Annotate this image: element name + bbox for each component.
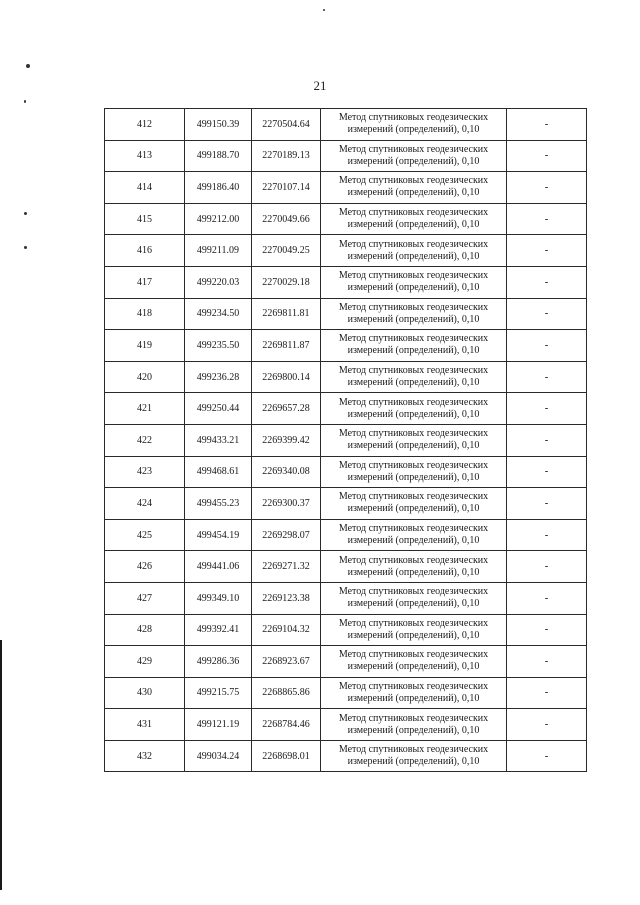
- method-text-line: измерений (определений), 0,10: [347, 724, 480, 736]
- method-text-line: Метод спутниковых геодезических: [338, 649, 489, 661]
- method-text-line: Метод спутниковых геодезических: [338, 617, 489, 629]
- method-text-line: измерений (определений), 0,10: [347, 187, 480, 199]
- table-row: [105, 140, 587, 172]
- point-number-cell: 422: [105, 424, 185, 456]
- dash-cell: -: [507, 330, 587, 362]
- table-row: [105, 709, 587, 741]
- method-cell: [321, 203, 507, 235]
- method-cell: [321, 393, 507, 425]
- scan-speck: [26, 64, 30, 68]
- table-row: [105, 172, 587, 204]
- method-cell: [321, 740, 507, 772]
- method-cell: [321, 709, 507, 741]
- method-text-line: Метод спутниковых геодезических: [338, 491, 489, 503]
- y-coordinate-cell: 2270107.14: [252, 172, 321, 204]
- method-text-line: измерений (определений), 0,10: [347, 440, 480, 452]
- dash-cell: -: [507, 551, 587, 583]
- x-coordinate-cell: 499034.24: [185, 740, 252, 772]
- table-row: [105, 740, 587, 772]
- point-number-cell: 416: [105, 235, 185, 267]
- y-coordinate-cell: 2269123.38: [252, 582, 321, 614]
- method-cell: [321, 456, 507, 488]
- method-text-line: измерений (определений), 0,10: [347, 471, 480, 483]
- y-coordinate-cell: 2269800.14: [252, 361, 321, 393]
- dash-cell: -: [507, 266, 587, 298]
- point-number-cell: 424: [105, 488, 185, 520]
- table-row: [105, 330, 587, 362]
- point-number-cell: 421: [105, 393, 185, 425]
- method-text-line: измерений (определений), 0,10: [347, 566, 480, 578]
- y-coordinate-cell: 2269340.08: [252, 456, 321, 488]
- method-text-line: измерений (определений), 0,10: [347, 629, 480, 641]
- point-number-cell: 413: [105, 140, 185, 172]
- method-text-line: Метод спутниковых геодезических: [338, 207, 489, 219]
- dash-cell: -: [507, 424, 587, 456]
- table-row: [105, 614, 587, 646]
- y-coordinate-cell: 2269298.07: [252, 519, 321, 551]
- x-coordinate-cell: 499212.00: [185, 203, 252, 235]
- dash-cell: -: [507, 488, 587, 520]
- method-text-line: Метод спутниковых геодезических: [338, 680, 489, 692]
- table-row: [105, 424, 587, 456]
- x-coordinate-cell: 499286.36: [185, 646, 252, 678]
- method-text-line: измерений (определений), 0,10: [347, 692, 480, 704]
- x-coordinate-cell: 499441.06: [185, 551, 252, 583]
- table-row: [105, 393, 587, 425]
- dash-cell: -: [507, 140, 587, 172]
- method-cell: [321, 677, 507, 709]
- x-coordinate-cell: 499215.75: [185, 677, 252, 709]
- y-coordinate-cell: 2268923.67: [252, 646, 321, 678]
- method-text-line: измерений (определений), 0,10: [347, 313, 480, 325]
- x-coordinate-cell: 499250.44: [185, 393, 252, 425]
- table-body: [105, 109, 587, 772]
- dash-cell: -: [507, 109, 587, 141]
- point-number-cell: 415: [105, 203, 185, 235]
- method-cell: [321, 298, 507, 330]
- point-number-cell: 425: [105, 519, 185, 551]
- method-text-line: Метод спутниковых геодезических: [338, 143, 489, 155]
- table-row: [105, 361, 587, 393]
- method-text-line: измерений (определений), 0,10: [347, 155, 480, 167]
- dash-cell: -: [507, 298, 587, 330]
- point-number-cell: 428: [105, 614, 185, 646]
- dash-cell: -: [507, 393, 587, 425]
- x-coordinate-cell: 499349.10: [185, 582, 252, 614]
- table-row: [105, 266, 587, 298]
- point-number-cell: 429: [105, 646, 185, 678]
- x-coordinate-cell: 499236.28: [185, 361, 252, 393]
- y-coordinate-cell: 2270504.64: [252, 109, 321, 141]
- point-number-cell: 412: [105, 109, 185, 141]
- y-coordinate-cell: 2269399.42: [252, 424, 321, 456]
- method-text-line: Метод спутниковых геодезических: [338, 554, 489, 566]
- method-text-line: измерений (определений), 0,10: [347, 661, 480, 673]
- method-cell: [321, 488, 507, 520]
- dash-cell: -: [507, 646, 587, 678]
- point-number-cell: 417: [105, 266, 185, 298]
- x-coordinate-cell: 499454.19: [185, 519, 252, 551]
- y-coordinate-cell: 2269300.37: [252, 488, 321, 520]
- x-coordinate-cell: 499234.50: [185, 298, 252, 330]
- dash-cell: -: [507, 614, 587, 646]
- method-text-line: измерений (определений), 0,10: [347, 250, 480, 262]
- y-coordinate-cell: 2269104.32: [252, 614, 321, 646]
- method-cell: [321, 266, 507, 298]
- y-coordinate-cell: 2269811.81: [252, 298, 321, 330]
- y-coordinate-cell: 2270189.13: [252, 140, 321, 172]
- x-coordinate-cell: 499455.23: [185, 488, 252, 520]
- dash-cell: -: [507, 677, 587, 709]
- point-number-cell: 427: [105, 582, 185, 614]
- method-text-line: Метод спутниковых геодезических: [338, 112, 489, 124]
- dash-cell: -: [507, 519, 587, 551]
- point-number-cell: 418: [105, 298, 185, 330]
- y-coordinate-cell: 2269811.87: [252, 330, 321, 362]
- point-number-cell: 426: [105, 551, 185, 583]
- method-text-line: Метод спутниковых геодезических: [338, 586, 489, 598]
- dash-cell: -: [507, 456, 587, 488]
- point-number-cell: 431: [105, 709, 185, 741]
- scan-speck: [323, 9, 325, 11]
- y-coordinate-cell: 2268698.01: [252, 740, 321, 772]
- point-number-cell: 419: [105, 330, 185, 362]
- x-coordinate-cell: 499150.39: [185, 109, 252, 141]
- x-coordinate-cell: 499121.19: [185, 709, 252, 741]
- method-cell: [321, 424, 507, 456]
- point-number-cell: 423: [105, 456, 185, 488]
- method-text-line: измерений (определений), 0,10: [347, 535, 480, 547]
- y-coordinate-cell: 2270049.66: [252, 203, 321, 235]
- method-cell: [321, 140, 507, 172]
- table-row: [105, 298, 587, 330]
- x-coordinate-cell: 499186.40: [185, 172, 252, 204]
- dash-cell: -: [507, 172, 587, 204]
- point-number-cell: 432: [105, 740, 185, 772]
- method-text-line: Метод спутниковых геодезических: [338, 712, 489, 724]
- x-coordinate-cell: 499392.41: [185, 614, 252, 646]
- dash-cell: -: [507, 203, 587, 235]
- method-text-line: измерений (определений), 0,10: [347, 756, 480, 768]
- method-text-line: Метод спутниковых геодезических: [338, 365, 489, 377]
- dash-cell: -: [507, 582, 587, 614]
- y-coordinate-cell: 2268865.86: [252, 677, 321, 709]
- table-row: [105, 677, 587, 709]
- method-text-line: Метод спутниковых геодезических: [338, 238, 489, 250]
- method-text-line: Метод спутниковых геодезических: [338, 270, 489, 282]
- method-text-line: измерений (определений), 0,10: [347, 219, 480, 231]
- y-coordinate-cell: 2270049.25: [252, 235, 321, 267]
- method-text-line: измерений (определений), 0,10: [347, 503, 480, 515]
- x-coordinate-cell: 499188.70: [185, 140, 252, 172]
- method-cell: [321, 582, 507, 614]
- method-text-line: Метод спутниковых геодезических: [338, 301, 489, 313]
- x-coordinate-cell: 499211.09: [185, 235, 252, 267]
- table-row: [105, 109, 587, 141]
- method-text-line: Метод спутниковых геодезических: [338, 333, 489, 345]
- method-cell: [321, 235, 507, 267]
- method-cell: [321, 172, 507, 204]
- method-cell: [321, 614, 507, 646]
- y-coordinate-cell: 2269657.28: [252, 393, 321, 425]
- method-cell: [321, 361, 507, 393]
- y-coordinate-cell: 2270029.18: [252, 266, 321, 298]
- method-text-line: измерений (определений), 0,10: [347, 124, 480, 136]
- x-coordinate-cell: 499468.61: [185, 456, 252, 488]
- point-number-cell: 430: [105, 677, 185, 709]
- method-text-line: измерений (определений), 0,10: [347, 598, 480, 610]
- table-row: [105, 582, 587, 614]
- method-text-line: Метод спутниковых геодезических: [338, 523, 489, 535]
- dash-cell: -: [507, 740, 587, 772]
- point-number-cell: 414: [105, 172, 185, 204]
- method-cell: [321, 519, 507, 551]
- method-cell: [321, 646, 507, 678]
- method-cell: [321, 330, 507, 362]
- y-coordinate-cell: 2269271.32: [252, 551, 321, 583]
- dash-cell: -: [507, 709, 587, 741]
- method-text-line: Метод спутниковых геодезических: [338, 396, 489, 408]
- table-row: [105, 456, 587, 488]
- coordinates-table: [104, 108, 587, 772]
- x-coordinate-cell: 499433.21: [185, 424, 252, 456]
- dash-cell: -: [507, 235, 587, 267]
- scan-edge-line: [0, 640, 2, 890]
- table-row: [105, 488, 587, 520]
- method-cell: [321, 551, 507, 583]
- x-coordinate-cell: 499235.50: [185, 330, 252, 362]
- table-row: [105, 646, 587, 678]
- method-text-line: Метод спутниковых геодезических: [338, 428, 489, 440]
- method-text-line: измерений (определений), 0,10: [347, 408, 480, 420]
- method-text-line: измерений (определений), 0,10: [347, 345, 480, 357]
- method-text-line: измерений (определений), 0,10: [347, 282, 480, 294]
- table-row: [105, 519, 587, 551]
- method-cell: [321, 109, 507, 141]
- method-text-line: измерений (определений), 0,10: [347, 377, 480, 389]
- method-text-line: Метод спутниковых геодезических: [338, 744, 489, 756]
- x-coordinate-cell: 499220.03: [185, 266, 252, 298]
- scan-speck: [24, 246, 27, 249]
- table-row: [105, 203, 587, 235]
- method-text-line: Метод спутниковых геодезических: [338, 459, 489, 471]
- scan-speck: [24, 212, 27, 215]
- y-coordinate-cell: 2268784.46: [252, 709, 321, 741]
- dash-cell: -: [507, 361, 587, 393]
- point-number-cell: 420: [105, 361, 185, 393]
- table-row: [105, 235, 587, 267]
- scan-speck: [24, 100, 26, 103]
- method-text-line: Метод спутниковых геодезических: [338, 175, 489, 187]
- table-row: [105, 551, 587, 583]
- page-number: 21: [313, 78, 327, 93]
